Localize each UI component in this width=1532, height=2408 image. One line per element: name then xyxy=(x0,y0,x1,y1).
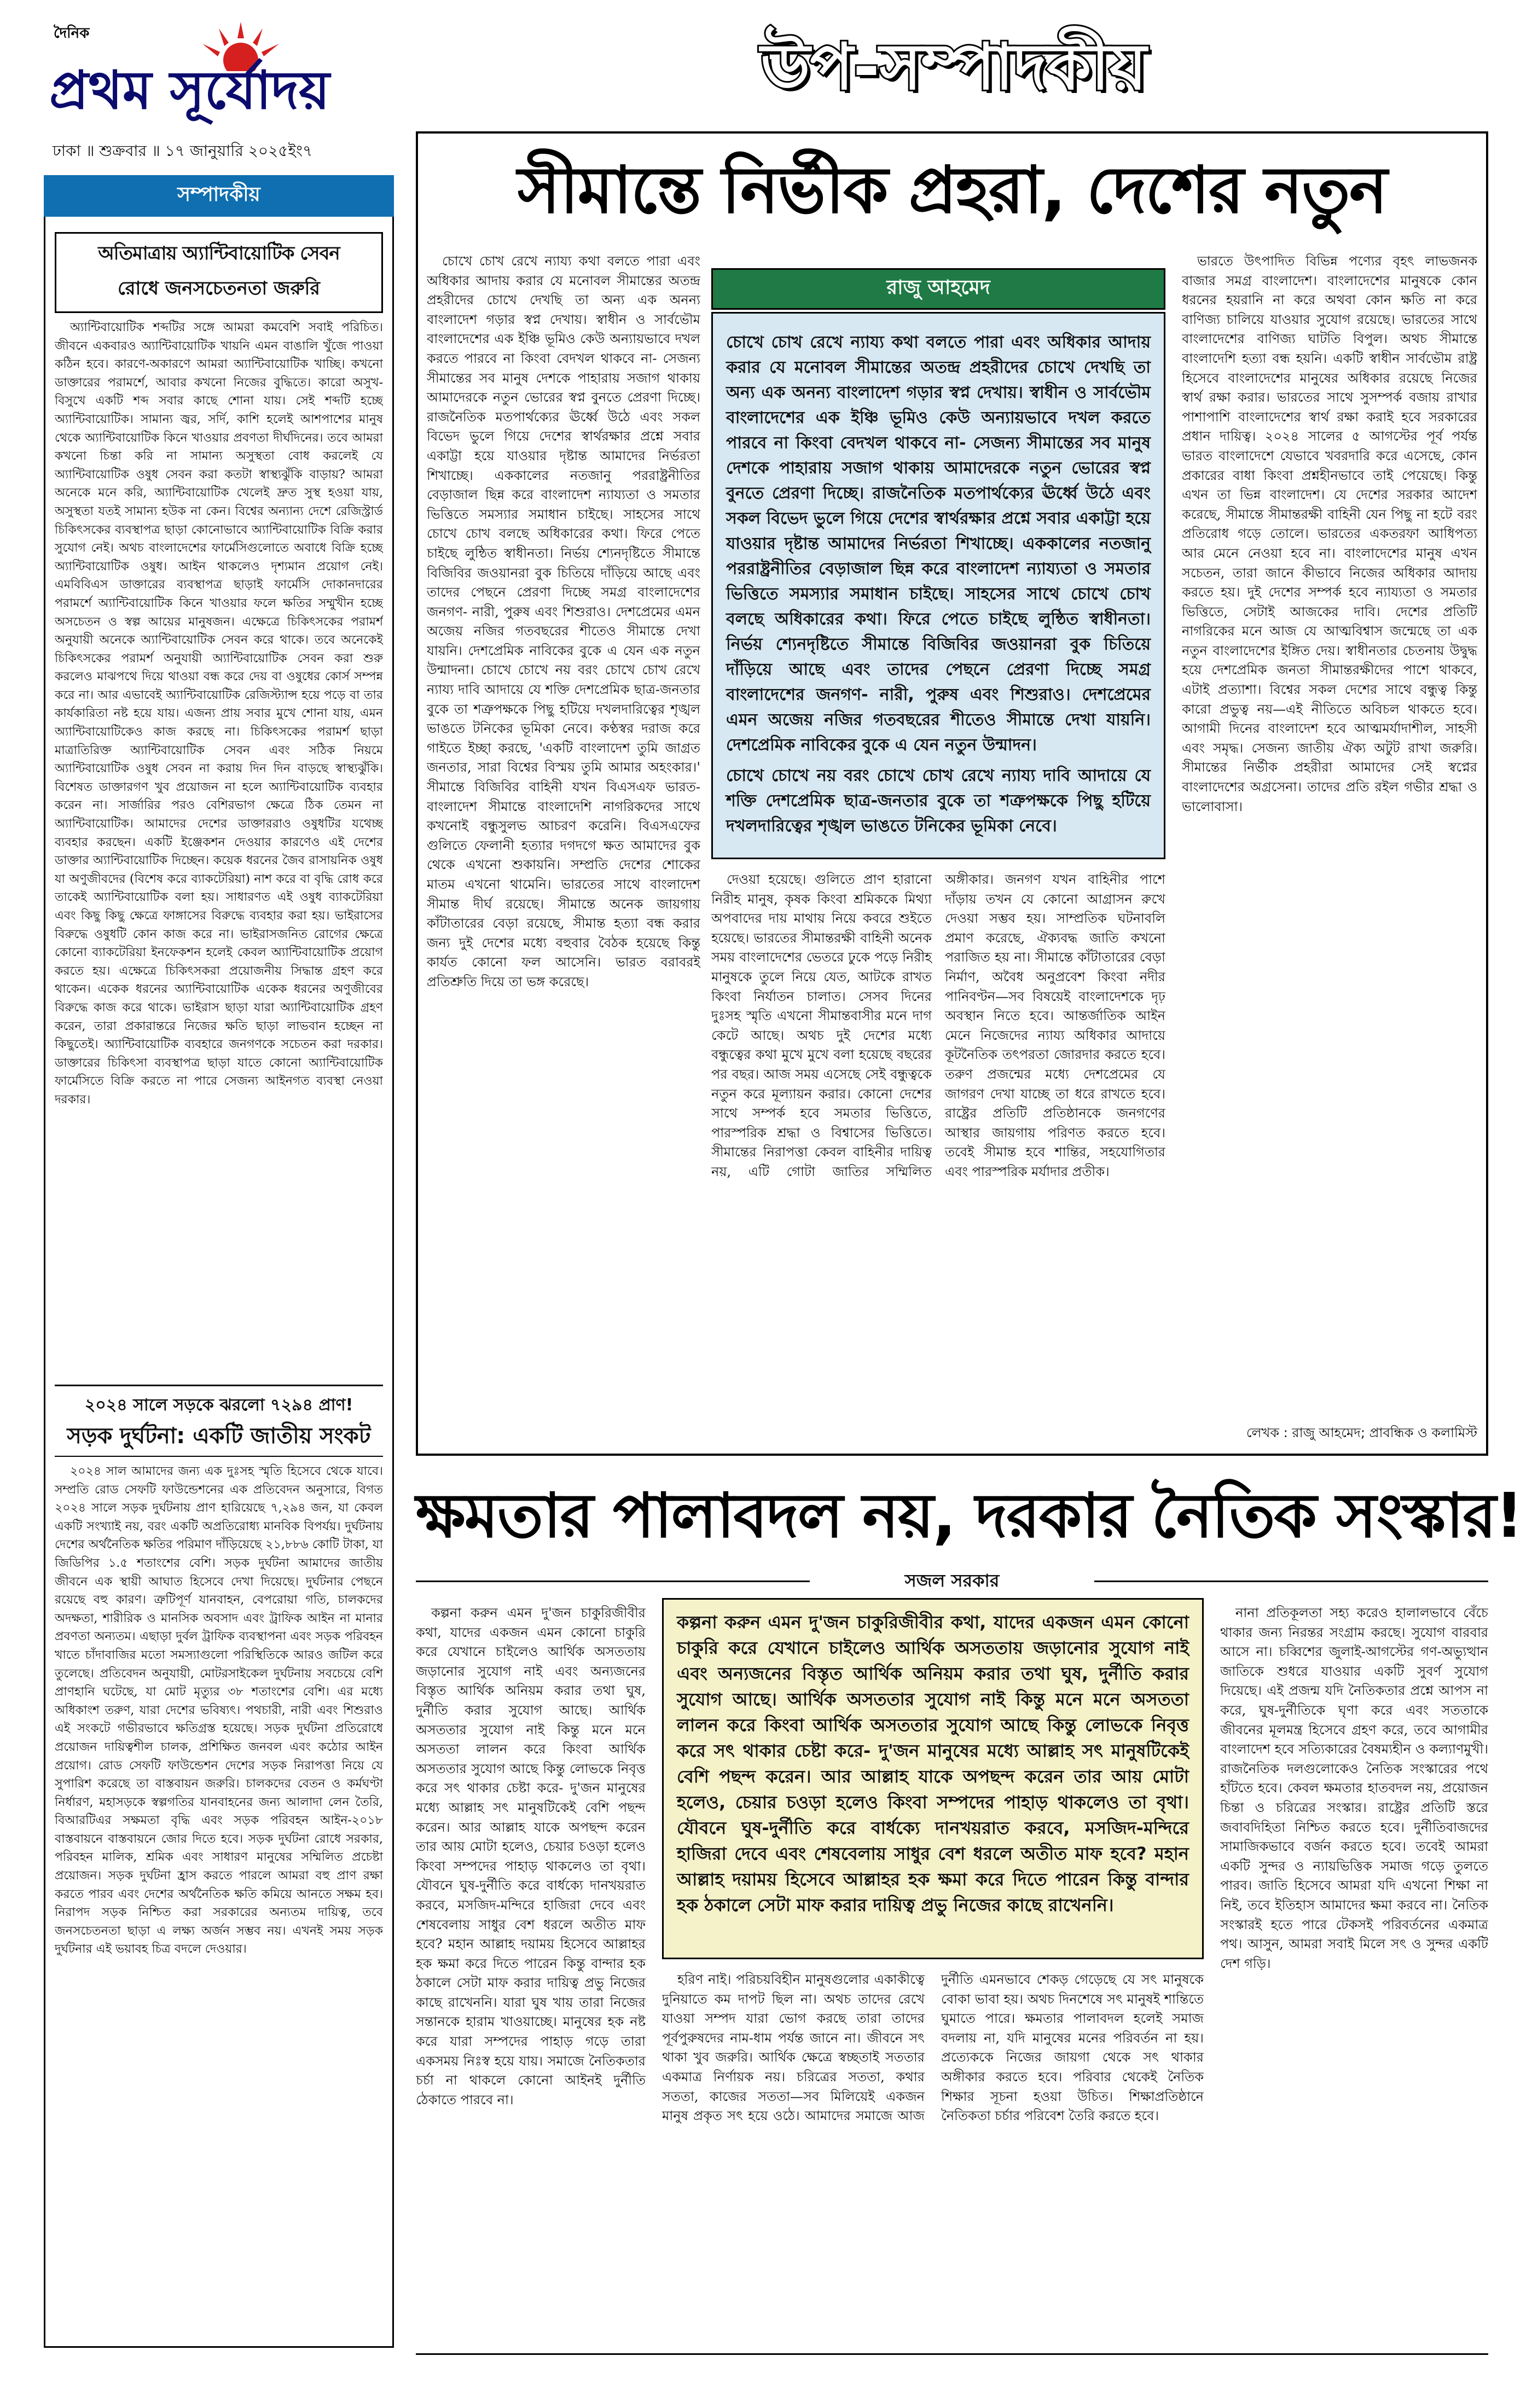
article1-col3-text: ভারতে উৎপাদিত বিভিন্ন পণ্যের বৃহৎ লাভজনক বাজার সমগ্র বাংলাদেশ। বাংলাদেশের মানুষকে কোন ধরনের হয়রানি না করে অথবা কোন ক্ষতি না করে বাণিজ্য চালিয়ে যাওয়ার সুযোগ রয়েছে। ভারতের সাথে বাংলাদেশের বাণিজ্য ঘাটতি বিপুল। অথচ সীমান্তে বাংলাদেশি হত্যা বন্ধ হয়নি। একটি স্বাধীন সার্বভৌম রাষ্ট্র হিসেবে বাংলাদেশের মানুষের অধিকার রয়েছে নিজের স্বার্থ রক্ষা করার। ভারতের সাথে সুসম্পর্ক বজায় রাখার পাশাপাশি বাংলাদেশের স্বার্থ রক্ষা করাই হবে সরকারের প্রধান দায়িত্ব। ২০২৪ সালের ৫ আগস্টের পূর্ব পর্যন্ত ভারত বাংলাদেশে যেভাবে খবরদারি করে এসেছে, কোন প্রকারের বাধা কিংবা প্রশ্নহীনভাবে তাই পেয়েছে। কিন্তু এখন তা ভিন্ন বাংলাদেশ। যে দেশের সরকার আদেশ করেছে, সীমান্তে সীমান্তরক্ষী বাহিনী যেন পিছু না হটে বরং প্রতিরোধ গড়ে তোলে। ভারতের একতরফা আধিপত্য আর মেনে নেওয়া হবে না। বাংলাদেশের মানুষ এখন সচেতন, তারা জানে কীভাবে নিজের অধিকার আদায় করতে হয়। দুই দেশের সম্পর্ক হবে ন্যায্যতা ও সমতার ভিত্তিতে, সেটাই আজকের দাবি। দেশের প্রতিটি নাগরিকের মনে আজ যে আত্মবিশ্বাস জন্মেছে তা এক নতুন বাংলাদেশের ইঙ্গিত দেয়। স্বাধীনতার চেতনায় উদ্বুদ্ধ হয়ে দেশপ্রেমিক জনতা সীমান্তরক্ষীদের পাশে থাকবে, এটাই প্রত্যাশা। বিশ্বের সকল দেশের সাথে বন্ধুত্ব কিন্তু কারো প্রভুত্ব নয়—এই নীতিতে অবিচল থাকতে হবে। আগামী দিনের বাংলাদেশ হবে আত্মমর্যাদাশীল, সাহসী এবং সমৃদ্ধ। সেজন্য জাতীয় ঐক্য অটুট রাখা জরুরি। সীমান্তের নির্ভীক প্রহরীরা আমাদের সেই স্বপ্নের বাংলাদেশের অগ্রসেনা। তাদের প্রতি রইল গভীর শ্রদ্ধা ও ভালোবাসা। xyxy=(1182,253,1477,814)
byline-rule-left xyxy=(416,1581,810,1582)
article2-col1-text: কল্পনা করুন এমন দু'জন চাকুরিজীবীর কথা, যাদের একজন এমন কোনো চাকুরি করে যেখানে চাইলেও আর্থিক অসততায় জড়ানোর সুযোগ নাই এবং অন্যজনের বিস্তৃত আর্থিক অনিয়ম করার তথা ঘুষ, দুর্নীতি করার সুযোগ আছে। আর্থিক অসততার সুযোগ নাই কিন্তু মনে মনে অসততা লালন করে কিংবা আর্থিক অসততার সুযোগ আছে কিন্তু লোভকে নিবৃত্ত করে সৎ থাকার চেষ্টা করে- দু'জন মানুষের মধ্যে আল্লাহ সৎ মানুষটিকেই বেশি পছন্দ করেন। আর আল্লাহ যাকে অপছন্দ করেন তার আয় মোটা হলেও, চেয়ার চওড়া হলেও কিংবা সম্পদের পাহাড় থাকলেও তা বৃথা। যৌবনে ঘুষ-দুর্নীতি করে বার্ধক্যে দানখয়রাত করবে, মসজিদ-মন্দিরে হাজিরা দেবে এবং শেষবেলায় সাধুর বেশ ধরলে অতীত মাফ হবে? মহান আল্লাহ দয়াময় হিসেবে আল্লাহর হক ক্ষমা করে দিতে পারেন কিন্তু বান্দার হক ঠকালে সেটা মাফ করার দায়িত্ব প্রভু নিজের কাছে রাখেননি। যারা ঘুষ খায় তারা নিজের সন্তানকে হারাম খাওয়াচ্ছে। মানুষের হক নষ্ট করে যারা সম্পদের পাহাড় গড়ে তারা একসময় নিঃস্ব হয়ে যায়। সমাজে নৈতিকতার চর্চা না থাকলে কোনো আইনই দুর্নীতি ঠেকাতে পারবে না। xyxy=(416,1605,646,2108)
editorial1-body-text: অ্যান্টিবায়োটিক শব্দটির সঙ্গে আমরা কমবেশি সবাই পরিচিত। জীবনে একবারও অ্যান্টিবায়োটিক খায়নি এমন বাঙালি খুঁজে পাওয়া কঠিন হবে। কারণে-অকারণে আমরা অ্যান্টিবায়োটিক খাচ্ছি। কখনো ডাক্তারের পরামর্শে, আবার কখনো নিজের বুদ্ধিতে। কারো অসুখ-বিসুখে একটি শব্দ সবার কাছে শোনা যায়। সেই শব্দটি হচ্ছে অ্যান্টিবায়োটিক। সামান্য জ্বর, সর্দি, কাশি হলেই আশপাশের মানুষ থেকে অ্যান্টিবায়োটিক কিনে খাওয়ার প্রবণতা দীর্ঘদিনের। তবে আমরা কখনো চিন্তা করি না সামান্য অসুস্থতা বোধ করলেই যে অ্যান্টিবায়োটিক ওষুধ সেবন করা কতটা স্বাস্থ্যঝুঁকি বাড়ায়? আমরা অনেকে মনে করি, অ্যান্টিবায়োটিক খেলেই দ্রুত সুস্থ হওয়া যায়, অসুস্থতা যতই সামান্য হউক না কেন। বিশ্বের অন্যান্য দেশে রেজিস্ট্রার্ড চিকিৎসকের ব্যবস্থাপত্র ছাড়া কোনোভাবে অ্যান্টিবায়োটিক বিক্রি করার সুযোগ নেই। অথচ বাংলাদেশের ফার্মেসিগুলোতে অবাধে বিক্রি হচ্ছে অ্যান্টিবায়োটিক ওষুধ। আইন থাকলেও দৃশ্যমান প্রয়োগ নেই। এমবিবিএস ডাক্তারের ব্যবস্থাপত্র ছাড়াই ফার্মেসি দোকানদারের পরামর্শে অ্যান্টিবায়োটিক কিনে খাওয়ার ফলে ক্ষতির সম্মুখীন হচ্ছে অসচেতন ও স্বল্প আয়ের মানুষজন। এক্ষেত্রে চিকিৎসকের পরামর্শ অনুযায়ী অনেকে অ্যান্টিবায়োটিক সেবন করে থাকে। তবে অনেকেই চিকিৎসকের পরামর্শ অনুযায়ী অ্যান্টিবায়োটিক সেবন করা শুরু করলেও মাঝপথে দিয়ে থাওয়া বন্ধ করে দেয় বা ওষুধের কোর্স সম্পন্ন করে না। আর এভাবেই অ্যান্টিবায়োটিক রেজিস্ট্যান্স হয়ে পড়ে বা তার কার্যকারিতা নষ্ট হয়ে যায়। এজন্য প্রায় সবার মুখে শোনা যায়, এমন অ্যান্টিবায়োটিকেও কাজ করছে না। চিকিৎসকের পরামর্শ ছাড়া মাত্রাতিরিক্ত অ্যান্টিবায়োটিক সেবন এবং সঠিক নিয়মে অ্যান্টিবায়োটিক ওষুধ সেবন না করায় দিন দিন বাড়ছে স্বাস্থ্যঝুঁকি। বিশেষত ডাক্তারগণ খুব প্রয়োজন না হলে অ্যান্টিবায়োটিক ব্যবহার করেন না। সার্জারির পরও বেশিরভাগ ক্ষেত্রে ঠিক তেমন না অ্যান্টিবায়োটিক। আমাদের দেশের ডাক্তাররাও ওষুধটির যথেচ্ছ ব্যবহার করছেন। একটি ইঞ্জেকশন দেওয়ার কারণেও এই দেশের ডাক্তার অ্যান্টিবায়োটিক দিচ্ছেন। কয়েক ধরনের জৈব রাসায়নিক ওষুধ যা অণুজীবদের (বিশেষ করে ব্যাকটেরিয়া) নাশ করে বা বৃদ্ধি রোধ করে তাকেই অ্যান্টিবায়োটিক বলা হয়। সাধারণত এই ওষুধ ব্যাকটেরিয়া এবং কিছু কিছু ক্ষেত্রে ফাঙ্গাসের বিরুদ্ধে ব্যবহার করা হয়। ভাইরাসের বিরুদ্ধে ওষুধটি কোন কাজ করে না। ভাইরাসজনিত রোগের ক্ষেত্রে কোনো ব্যাকটেরিয়া ইনফেকশন হলেই কেবল অ্যান্টিবায়োটিক প্রয়োগ করতে হয়। এক্ষেত্রে চিকিৎসকরা প্রয়োজনীয় সিদ্ধান্ত গ্রহণ করে থাকেন। একেক ধরনের অ্যান্টিবায়োটিক একেক ধরনের অণুজীবের বিরুদ্ধে কাজ করে থাকে। ভাইরাস ছাড়া যারা অ্যান্টিবায়োটিক গ্রহণ করেন, তারা প্রকারান্তরে নিজের ক্ষতি ছাড়া লাভবান হচ্ছেন না কিছুতেই। অ্যান্টিবায়োটিক ব্যবহারে জনগণকে সচেতন করা দরকার। ডাক্তারের চিকিৎসা ব্যবস্থাপত্র ছাড়া যাতে কোনো অ্যান্টিবায়োটিক ফার্মেসিতে বিক্রি করতে না পারে সেজন্য আইনগত ব্যবস্থা নেওয়া দরকার। xyxy=(55,321,383,1107)
article1-col2-text: দেওয়া হয়েছে। গুলিতে প্রাণ হারানো নিরীহ মানুষ, কৃষক কিংবা শ্রমিককে মিথ্যা অপবাদের দায় মাথায় নিয়ে কবরে শুইতে হয়েছে। ভারতের সীমান্তরক্ষী বাহিনী অনেক সময় বাংলাদেশের ভেতরে ঢুকে পড়ে নিরীহ মানুষকে তুলে নিয়ে যেত, আটকে রাখত কিংবা নির্যাতন চালাত। সেসব দিনের দুঃসহ স্মৃতি এখনো সীমান্তবাসীর মনে দাগ কেটে আছে। অথচ দুই দেশের মধ্যে বন্ধুত্বের কথা মুখে মুখে বলা হয়েছে বছরের পর বছর। আজ সময় এসেছে সেই বন্ধুত্বকে নতুন করে মূল্যায়ন করার। কোনো দেশের সাথে সম্পর্ক হবে সমতার ভিত্তিতে, পারস্পরিক শ্রদ্ধা ও বিশ্বাসের ভিত্তিতে। সীমান্তের নিরাপত্তা কেবল বাহিনীর দায়িত্ব নয়, এটি গোটা জাতির সম্মিলিত অঙ্গীকার। জনগণ যখন বাহিনীর পাশে দাঁড়ায় তখন যে কোনো আগ্রাসন রুখে দেওয়া সম্ভব হয়। সাম্প্রতিক ঘটনাবলি প্রমাণ করেছে, ঐক্যবদ্ধ জাতি কখনো পরাজিত হয় না। সীমান্তে কাঁটাতারের বেড়া নির্মাণ, অবৈধ অনুপ্রবেশ কিংবা নদীর পানিবণ্টন—সব বিষয়েই বাংলাদেশকে দৃঢ় অবস্থান নিতে হবে। আন্তর্জাতিক আইন মেনে নিজেদের ন্যায্য অধিকার আদায়ে কূটনৈতিক তৎপরতা জোরদার করতে হবে। তরুণ প্রজন্মের মধ্যে দেশপ্রেমের যে জাগরণ দেখা যাচ্ছে তা ধরে রাখতে হবে। রাষ্ট্রের প্রতিটি প্রতিষ্ঠানকে জনগণের আস্থার জায়গায় পরিণত করতে হবে। তবেই সীমান্ত হবে শান্তির, সহযোগিতার এবং পারস্পরিক মর্যাদার প্রতীক। xyxy=(711,872,1165,1179)
article1-pullquote xyxy=(711,312,1165,859)
editorial2-body xyxy=(55,1462,383,2338)
sidebar-header xyxy=(44,175,394,217)
editorial1-headline-line2: রোধে জনসচেতনতা জরুরি xyxy=(117,277,321,299)
section-banner xyxy=(738,16,1170,126)
section-banner-label: উপ-সম্পাদকীয় xyxy=(761,30,1147,104)
masthead xyxy=(49,22,399,170)
editorial2-rule xyxy=(55,1456,383,1457)
article1-byline: রাজু আহমেদ xyxy=(886,276,990,299)
article1-headline: সীমান্তে নির্ভীক প্রহরা, দেশের নতুন xyxy=(517,152,1387,228)
masthead-kicker: দৈনিক xyxy=(54,25,90,42)
editorial2-body-text: ২০২৪ সাল আমাদের জন্য এক দুঃসহ স্মৃতি হিসেবে থেকে যাবে। সম্প্রতি রোড সেফটি ফাউন্ডেশনের এক প্রতিবেদন অনুসারে, বিগত ২০২৪ সালে সড়ক দুর্ঘটনায় প্রাণ হারিয়েছে ৭,২৯৪ জন, যা কেবল একটি সংখ্যাই নয়, বরং একটি অপ্রতিরোধ্য মানবিক বিপর্যয়। দুর্ঘটনায় দেশের অর্থনৈতিক ক্ষতির পরিমাণ দাঁড়িয়েছে ২১,৮৮৬ কোটি টাকা, যা জিডিপির ১.৫ শতাংশের বেশি। সড়ক দুর্ঘটনা আমাদের জাতীয় জীবনে এক স্থায়ী আঘাত হিসেবে দেখা দিয়েছে। দুর্ঘটনার পেছনে রয়েছে বহু কারণ। ত্রুটিপূর্ণ যানবাহন, বেপরোয়া গতি, চালকদের অদক্ষতা, শারীরিক ও মানসিক অবসাদ এবং ট্রাফিক আইন না মানার প্রবণতা অন্যতম। এছাড়া দুর্বল ট্রাফিক ব্যবস্থাপনা এবং সড়ক পরিবহন খাতে চাঁদাবাজির মতো সমস্যাগুলো পরিস্থিতিকে আরও জটিল করে তুলেছে। প্রতিবেদন অনুযায়ী, মোটরসাইকেল দুর্ঘটনায় সবচেয়ে বেশি প্রাণহানি ঘটেছে, যা মোট মৃত্যুর ৩৮ শতাংশের বেশি। এর মধ্যে অধিকাংশ তরুণ, যারা দেশের ভবিষ্যৎ। পথচারী, নারী এবং শিশুরাও এই সংকটে গভীরভাবে ক্ষতিগ্রস্ত হয়েছে। সড়ক দুর্ঘটনা প্রতিরোধে প্রয়োজন দায়িত্বশীল চালক, প্রশিক্ষিত জনবল এবং কঠোর আইন প্রয়োগ। রোড সেফটি ফাউন্ডেশন দেশের সড়ক নিরাপত্তা নিয়ে যে সুপারিশ করেছে তা বাস্তবায়ন জরুরি। চালকদের বেতন ও কর্মঘণ্টা নির্ধারণ, মহাসড়কে স্বল্পগতির যানবাহনের জন্য আলাদা লেন তৈরি, বিআরটিএর সক্ষমতা বৃদ্ধি এবং সড়ক পরিবহন আইন-২০১৮ বাস্তবায়নে বাস্তবায়নে জোর দিতে হবে। সড়ক দুর্ঘটনা রোধে সরকার, পরিবহন মালিক, শ্রমিক এবং সাধারণ মানুষের সম্মিলিত প্রচেষ্টা প্রয়োজন। সড়ক দুর্ঘটনা হ্রাস করতে পারলে আমরা বহু প্রাণ রক্ষা করতে পারব এবং দেশের অর্থনৈতিক ক্ষতি কমিয়ে আনতে সক্ষম হব। নিরাপদ সড়ক নিশ্চিত করা সরকারের অন্যতম দায়িত্ব, তবে জনসচেতনতা ছাড়া এ লক্ষ্য অর্জন সম্ভব নয়। এখনই সময় সড়ক দুর্ঘটনার এই ভয়াবহ চিত্র বদলে দেওয়ার। xyxy=(55,1465,383,1956)
article2-col3-text: নানা প্রতিকূলতা সহ্য করেও হালালভাবে বেঁচে থাকার জন্য নিরন্তর সংগ্রাম করছে। সুযোগ বারবার আসে না। চব্বিশের জুলাই-আগস্টের গণ-অভ্যুত্থান জাতিকে শুধরে যাওয়ার একটি সুবর্ণ সুযোগ দিয়েছে। এই প্রজন্ম যদি নৈতিকতার প্রশ্নে আপস না করে, ঘুষ-দুর্নীতিকে ঘৃণা করে এবং সততাকে জীবনের মূলমন্ত্র হিসেবে গ্রহণ করে, তবে আগামীর বাংলাদেশ হবে সত্যিকারের বৈষম্যহীন ও কল্যাণমুখী। রাজনৈতিক দলগুলোকেও নৈতিক সংস্কারের পথে হাঁটতে হবে। কেবল ক্ষমতার হাতবদল নয়, প্রয়োজন চিন্তা ও চরিত্রের সংস্কার। রাষ্ট্রের প্রতিটি স্তরে জবাবদিহিতা নিশ্চিত করতে হবে। দুর্নীতিবাজদের সামাজিকভাবে বর্জন করতে হবে। তবেই আমরা একটি সুন্দর ও ন্যায়ভিত্তিক সমাজ গড়ে তুলতে পারব। জাতি হিসেবে আমরা যদি এখনো শিক্ষা না নিই, তবে ইতিহাস আমাদের ক্ষমা করবে না। নৈতিক সংস্কারই হতে পারে টেকসই পরিবর্তনের একমাত্র পথ। আসুন, আমরা সবাই মিলে সৎ ও সুন্দর একটি দেশ গড়ি। xyxy=(1220,1605,1488,1971)
editorial2-headline: সড়ক দুর্ঘটনা: একটি জাতীয় সংকট xyxy=(67,1423,371,1449)
article2-headline: ক্ষমতার পালাবদল নয়, দরকার নৈতিক সংস্কার! xyxy=(416,1480,1522,1552)
article2-col2 xyxy=(662,1970,1204,2348)
editorial1-headline xyxy=(55,232,383,313)
article1-col1-text: চোখে চোখ রেখে ন্যায্য কথা বলতে পারা এবং অধিকার আদায় করার যে মনোবল সীমান্তের অতন্দ্র প্রহরীদের চোখে দেখছি তা অন্য এক অনন্য বাংলাদেশ গড়ার স্বপ্ন দেখায়। স্বাধীন ও সার্বভৌম বাংলাদেশের এক ইঞ্চি ভূমিও কেউ অন্যায়ভাবে দখল করতে পারবে না কিংবা বেদখল থাকবে না- সেজন্য সীমান্তের সব মানুষ দেশকে পাহারায় সজাগ থাকায় আমাদেরকে নতুন ভোরের স্বপ্ন বুনতে প্রেরণা দিচ্ছে। রাজনৈতিক মতপার্থক্যের ঊর্ধ্বে উঠে এবং সকল বিভেদ ভুলে গিয়ে দেশের স্বার্থরক্ষার প্রশ্নে সবার একাট্টা হয়ে যাওয়ার দৃষ্টান্ত আমাদের নির্ভরতা শিখাচ্ছে। এককালের নতজানু পররাষ্ট্রনীতির বেড়াজাল ছিন্ন করে বাংলাদেশ ন্যায্যতা ও সমতার ভিত্তিতে সমস্যার সমাধান চাইছে। সাহসের সাথে চোখে চোখ বলছে অধিকারের কথা। ফিরে পেতে চাইছে লুন্ঠিত স্বাধীনতা। নির্ভয় শ্যেনদৃষ্টিতে সীমান্তে বিজিবির জওয়ানরা বুক চিতিয়ে দাঁড়িয়ে আছে এবং তাদের পেছনে প্রেরণা দিচ্ছে সমগ্র বাংলাদেশের জনগণ- নারী, পুরুষ এবং শিশুরাও। দেশপ্রেমের এমন অজেয় নজির গতবছরের শীতেও সীমান্তে দেখা যায়নি। দেশপ্রেমিক নাবিকের বুকে এ যেন এক নতুন উন্মাদনা। চোখে চোখে নয় বরং চোখে চোখ রেখে ন্যায্য দাবি আদায়ে যে শক্তি দেশপ্রেমিক ছাত্র-জনতার বুকে তা শত্রুপক্ষকে পিছু হটিয়ে দখলদারিত্বের শৃঙ্খল ভাঙতে টনিকের ভূমিকা নেবে। কণ্ঠস্বর দরাজ করে গাইতে ইচ্ছা করছে, 'একটি বাংলাদেশ তুমি জাগ্রত জনতার, সারা বিশ্বের বিস্ময় তুমি আমার অহংকার।' সীমান্তে বিজিবির বাহিনী যখন বিএসএফ ভারত-বাংলাদেশ সীমান্তে বাংলাদেশি নাগরিকদের সাথে কখনোই বন্ধুসুলভ আচরণ করেনি। বিএসএফের গুলিতে ফেলানী হত্যার দগদগে ক্ষত আমাদের বুক থেকে এখনো শুকায়নি। সম্প্রতি দেশের শোকের মাতম এখনো থামেনি। ভারতের সাথে বাংলাদেশ সীমান্ত দীর্ঘ রয়েছে। সীমান্তে অনেক জায়গায় কাঁটাতারের বেড়া রয়েছে, সীমান্ত হত্যা বন্ধ করার জন্য দুই দেশের মধ্যে বহুবার বৈঠক হয়েছে কিন্তু কার্যত কোনো ফল আসেনি। ভারত বরাবরই প্রতিশ্রুতি দিয়ে তা ভঙ্গ করেছে। xyxy=(427,253,700,989)
dateline: ঢাকা ॥ শুক্রবার ॥ ১৭ জানুয়ারি ২০২৫ইং৭ xyxy=(53,142,313,160)
article1-byline-bar xyxy=(711,268,1165,310)
article1-col1 xyxy=(427,252,700,1445)
editorial2-divider xyxy=(55,1385,383,1386)
article1-col3 xyxy=(1182,252,1477,1417)
article2-pullquote xyxy=(662,1598,1204,1959)
article1-author: লেখক : রাজু আহমেদ; প্রাবন্ধিক ও কলামিস্ট xyxy=(1246,1425,1477,1440)
article1-col2 xyxy=(711,870,1165,1445)
article2-byline: সজল সরকার xyxy=(904,1570,1000,1591)
article1-pullquote-p2: চোখে চোখে নয় বরং চোখে চোখ রেখে ন্যায্য দাবি আদায়ে যে শক্তি দেশপ্রেমিক ছাত্র-জনতার বুকে তা শত্রুপক্ষকে পিছু হটিয়ে দখলদারিত্বের শৃঙ্খল ভাঙতে টনিকের ভূমিকা নেবে। xyxy=(726,766,1151,836)
article1-pullquote-p1: চোখে চোখ রেখে ন্যায্য কথা বলতে পারা এবং অধিকার আদায় করার যে মনোবল সীমান্তের অতন্দ্র প্রহরীদের চোখে দেখছি তা অন্য এক অনন্য বাংলাদেশ গড়ার স্বপ্ন দেখায়। স্বাধীন ও সার্বভৌম বাংলাদেশের এক ইঞ্চি ভূমিও কেউ অন্যায়ভাবে দখল করতে পারবে না কিংবা বেদখল থাকবে না- সেজন্য সীমান্তের সব মানুষ দেশকে পাহারায় সজাগ থাকায় আমাদেরকে নতুন ভোরের স্বপ্ন বুনতে প্রেরণা দিচ্ছে। রাজনৈতিক মতপার্থক্যের ঊর্ধ্বে উঠে এবং সকল বিভেদ ভুলে গিয়ে দেশের স্বার্থরক্ষার প্রশ্নে সবার একাট্টা হয়ে যাওয়ার দৃষ্টান্ত আমাদের নির্ভরতা শিখাচ্ছে। এককালের নতজানু পররাষ্ট্রনীতির বেড়াজাল ছিন্ন করে বাংলাদেশ ন্যায্যতা ও সমতার ভিত্তিতে সমস্যার সমাধান চাইছে। সাহসের সাথে চোখে চোখ বলছে অধিকারের কথা। ফিরে পেতে চাইছে লুন্ঠিত স্বাধীনতা। নির্ভয় শ্যেনদৃষ্টিতে সীমান্তে বিজিবির জওয়ানরা বুক চিতিয়ে দাঁড়িয়ে আছে এবং তাদের পেছনে প্রেরণা দিচ্ছে সমগ্র বাংলাদেশের জনগণ- নারী, পুরুষ এবং শিশুরাও। দেশপ্রেমের এমন অজেয় নজির গতবছরের শীতেও সীমান্তে দেখা যায়নি। দেশপ্রেমিক নাবিকের বুকে এ যেন নতুন উন্মাদন। xyxy=(726,333,1151,755)
article2-byline-row xyxy=(416,1570,1488,1591)
article2-pullquote-text: কল্পনা করুন এমন দু'জন চাকুরিজীবীর কথা, যাদের একজন এমন কোনো চাকুরি করে যেখানে চাইলেও আর্থিক অসততায় জড়ানোর সুযোগ নাই এবং অন্যজনের বিস্তৃত আর্থিক অনিয়ম করার তথা ঘুষ, দুর্নীতি করার সুযোগ আছে। আর্থিক অসততার সুযোগ নাই কিন্তু মনে মনে অসততা লালন করে কিংবা আর্থিক অসততার সুযোগ আছে কিন্তু লোভকে নিবৃত্ত করে সৎ থাকার চেষ্টা করে- দু'জন মানুষের মধ্যে আল্লাহ সৎ মানুষটিকেই বেশি পছন্দ করেন। আর আল্লাহ যাকে অপছন্দ করেন তার আয় মোটা হলেও, চেয়ার চওড়া হলেও কিংবা সম্পদের পাহাড় থাকলেও তা বৃথা। যৌবনে ঘুষ-দুর্নীতি করে বার্ধক্যে দানখয়রাত করবে, মসজিদ-মন্দিরে হাজিরা দেবে এবং শেষবেলায় সাধুর বেশ ধরলে অতীত মাফ হবে? মহান আল্লাহ দয়াময় হিসেবে আল্লাহর হক ক্ষমা করে দিতে পারেন কিন্তু বান্দার হক ঠকালে সেটা মাফ করার দায়িত্ব প্রভু নিজের কাছে রাখেননি। xyxy=(677,1612,1189,1915)
editorial1-body xyxy=(55,319,383,1374)
masthead-title: প্রথম সূর্যোদয় xyxy=(49,59,330,121)
page-bottom-rule xyxy=(416,2353,1488,2355)
article2-col1 xyxy=(416,1604,646,2348)
editorial2-kicker: ২০২৪ সালে সড়কে ঝরলো ৭২৯৪ প্রাণ! xyxy=(84,1396,353,1415)
byline-rule-right xyxy=(1094,1581,1488,1582)
sidebar-header-label: সম্পাদকীয় xyxy=(177,183,260,206)
editorial1-headline-line1: অতিমাত্রায় অ্যান্টিবায়োটিক সেবন xyxy=(98,242,340,264)
article2-col2-text: হরিণ নাই। পরিচয়বিহীন মানুষগুলোর একাকীত্বে দুনিয়াতে কম দাপট ছিল না। অথচ তাদের রেখে যাওয়া সম্পদ যারা ভোগ করছে তারা তাদের পূর্বপুরুষদের নাম-ধাম পর্যন্ত জানে না। জীবনে সৎ থাকা খুব জরুরি। আর্থিক ক্ষেত্রে স্বচ্ছতাই সততার একমাত্র নির্ণায়ক নয়। চরিত্রের সততা, কথার সততা, কাজের সততা—সব মিলিয়েই একজন মানুষ প্রকৃত সৎ হয়ে ওঠে। আমাদের সমাজে আজ দুর্নীতি এমনভাবে শেকড় গেড়েছে যে সৎ মানুষকে বোকা ভাবা হয়। অথচ দিনশেষে সৎ মানুষই শান্তিতে ঘুমাতে পারে। ক্ষমতার পালাবদল হলেই সমাজ বদলায় না, যদি মানুষের মনের পরিবর্তন না হয়। প্রত্যেককে নিজের জায়গা থেকে সৎ থাকার অঙ্গীকার করতে হবে। পরিবার থেকেই নৈতিক শিক্ষার সূচনা হওয়া উচিত। শিক্ষাপ্রতিষ্ঠানে নৈতিকতা চর্চার পরিবেশ তৈরি করতে হবে। xyxy=(662,1972,1204,2124)
article2-col3 xyxy=(1220,1604,1488,2348)
